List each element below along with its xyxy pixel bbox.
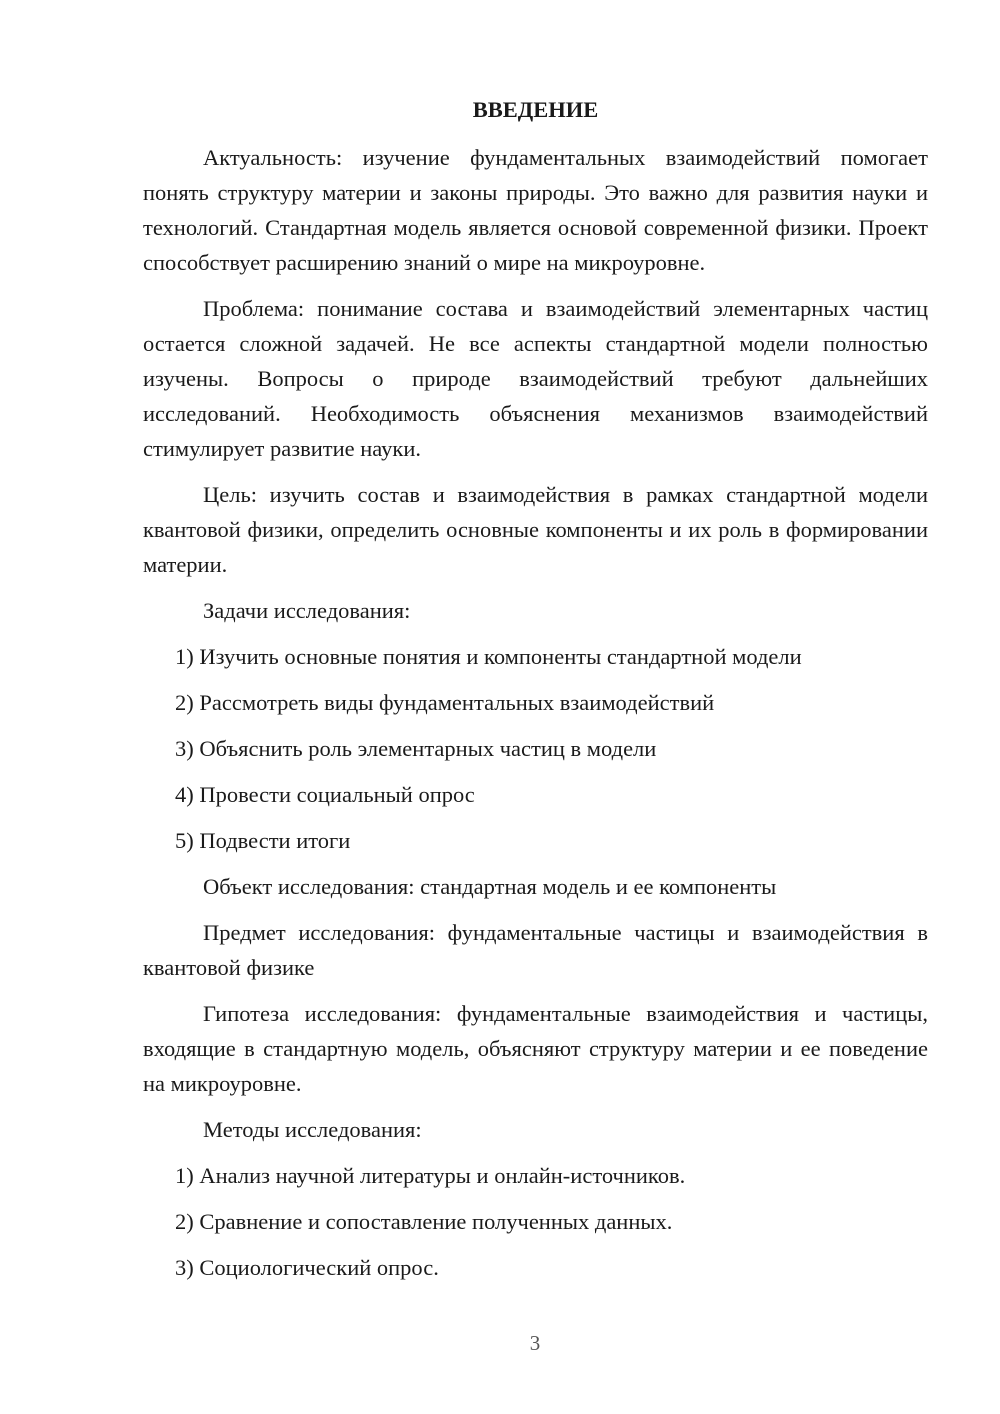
subject-paragraph: Предмет исследования: фундаментальные частицы и взаимодействия в квантовой физике bbox=[143, 920, 928, 980]
page-content bbox=[143, 92, 928, 1296]
list-item: 4) Провести социальный опрос bbox=[175, 782, 475, 807]
page-title: ВВЕДЕНИЕ bbox=[472, 97, 599, 122]
tasks-list bbox=[143, 639, 928, 858]
relevance-paragraph: Актуальность: изучение фундаментальных взаимодействий помогает понять структуру материи и законы природы. Это важно для развития науки и технологий. Стандартная модель является основой современной физики. Проект способствует расширению знаний о мире на микроуровне. bbox=[143, 145, 928, 275]
list-item: 3) Социологический опрос. bbox=[175, 1255, 439, 1280]
list-item: 3) Объяснить роль элементарных частиц в модели bbox=[175, 736, 657, 761]
list-item: 1) Изучить основные понятия и компоненты стандартной модели bbox=[175, 644, 802, 669]
tasks-heading: Задачи исследования: bbox=[203, 598, 411, 623]
page-number: 3 bbox=[529, 1331, 541, 1355]
hypothesis-paragraph: Гипотеза исследования: фундаментальные взаимодействия и частицы, входящие в стандартную модель, объясняют структуру материи и ее поведение на микроуровне. bbox=[143, 1001, 928, 1096]
goal-paragraph: Цель: изучить состав и взаимодействия в рамках стандартной модели квантовой физики, определить основные компоненты и их роль в формировании материи. bbox=[143, 482, 928, 577]
problem-paragraph: Проблема: понимание состава и взаимодействий элементарных частиц остается сложной задачей. Не все аспекты стандартной модели полностью изучены. Вопросы о природе взаимодействий требуют дальнейших исследований. Необходимость объяснения механизмов взаимодействий стимулирует развитие науки. bbox=[143, 296, 928, 461]
methods-heading: Методы исследования: bbox=[203, 1117, 422, 1142]
list-item: 2) Рассмотреть виды фундаментальных взаимодействий bbox=[175, 690, 715, 715]
list-item: 2) Сравнение и сопоставление полученных данных. bbox=[175, 1209, 673, 1234]
methods-list bbox=[143, 1158, 928, 1285]
list-item: 5) Подвести итоги bbox=[175, 828, 351, 853]
list-item: 1) Анализ научной литературы и онлайн-источников. bbox=[175, 1163, 686, 1188]
object-paragraph: Объект исследования: стандартная модель и ее компоненты bbox=[203, 874, 777, 899]
